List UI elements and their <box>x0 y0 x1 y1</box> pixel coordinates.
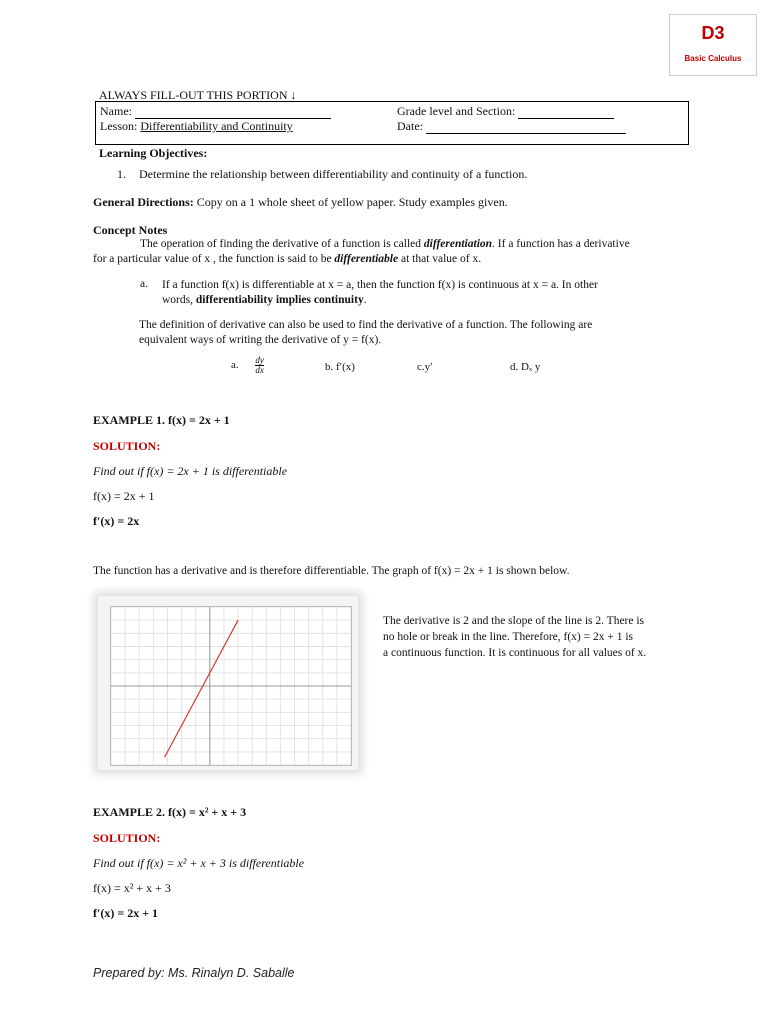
example1-fx: f(x) = 2x + 1 <box>93 489 155 503</box>
student-info-box <box>95 101 689 145</box>
example2-title: EXAMPLE 2. f(x) = x² + x + 3 <box>93 805 247 819</box>
dy-dx-fraction: $\frac{dy}{dx}$ <box>255 355 264 375</box>
grade-label: Grade level and Section: <box>397 104 516 118</box>
notation-b: b. f′(x) <box>325 361 355 373</box>
example2-find: Find out if f(x) = x² + x + 3 is differentiable <box>93 856 305 870</box>
general-directions <box>93 195 508 210</box>
objective-item <box>117 167 527 182</box>
term-differentiation: differentiation <box>423 238 493 250</box>
example1-statement: The function has a derivative and is therefore differentiable. The graph of f(x) = 2x + 1 is shown below. <box>93 565 570 577</box>
concept-paragraph: The operation of finding the derivative of a function is called differentiation. If a function has a derivative for a particular value of x , the function is said to be differentiable at that value of x. <box>93 238 630 265</box>
notation-a: a. $\frac{dy}{dx}$ <box>231 355 264 375</box>
notation-c: c.y′ <box>417 361 433 373</box>
lesson-row <box>100 119 293 134</box>
example1-derivative: f′(x) = 2x <box>93 514 140 528</box>
graph-figure <box>98 596 358 770</box>
name-row <box>100 104 331 119</box>
example1-explanation: The derivative is 2 and the slope of the line is 2. There is no hole or break in the line. Therefore, f(x) = 2x + 1 is a continuous function. It is continuous for all values of x. <box>383 615 647 659</box>
notation-d: d. Dₓ y <box>510 361 541 373</box>
name-field[interactable] <box>135 106 331 119</box>
lesson-label: Lesson: <box>100 119 138 133</box>
example1-title: EXAMPLE 1. f(x) = 2x + 1 <box>93 413 230 427</box>
document-code: D3 <box>701 23 725 43</box>
footer-author: Prepared by: Ms. Rinalyn D. Saballe <box>93 966 295 980</box>
date-field[interactable] <box>426 121 626 134</box>
concept-heading: Concept Notes <box>93 223 168 237</box>
objective-text: Determine the relationship between differentiability and continuity of a function. <box>139 167 528 181</box>
item-a-text: If a function f(x) is differentiable at x = a, then the function f(x) is continuous at x = a. In other words, differentiability implies continuity. <box>162 279 598 306</box>
example1-find: Find out if f(x) = 2x + 1 is differentiable <box>93 464 288 478</box>
line-graph <box>111 607 351 765</box>
grade-field[interactable] <box>518 106 614 119</box>
lesson-value: Differentiability and Continuity <box>140 119 293 133</box>
fill-heading: ALWAYS FILL-OUT THIS PORTION ↓ <box>99 88 297 102</box>
objectives-heading: Learning Objectives: <box>99 146 208 160</box>
grade-row <box>397 104 614 119</box>
objective-number: 1. <box>117 167 126 181</box>
item-a-label: a. <box>140 278 148 290</box>
term-differentiable: differentiable <box>334 253 399 265</box>
example1-solution: SOLUTION: <box>93 439 161 453</box>
key-phrase: differentiability implies continuity <box>195 294 364 306</box>
derivative-notation-paragraph: The definition of derivative can also be used to find the derivative of a function. The following are equivalent ways of writing the derivative of y = f(x). <box>139 319 593 346</box>
function-line <box>165 620 238 757</box>
directions-text: Copy on a 1 whole sheet of yellow paper. Study examples given. <box>196 195 508 209</box>
example2-derivative: f′(x) = 2x + 1 <box>93 906 159 920</box>
document-code-badge <box>669 14 757 76</box>
date-label: Date: <box>397 119 423 133</box>
name-label: Name: <box>100 104 132 118</box>
example2-solution: SOLUTION: <box>93 831 161 845</box>
example2-fx: f(x) = x² + x + 3 <box>93 881 171 895</box>
subject-label: Basic Calculus <box>684 54 742 63</box>
date-row <box>397 119 626 134</box>
directions-label: General Directions: <box>93 195 194 209</box>
